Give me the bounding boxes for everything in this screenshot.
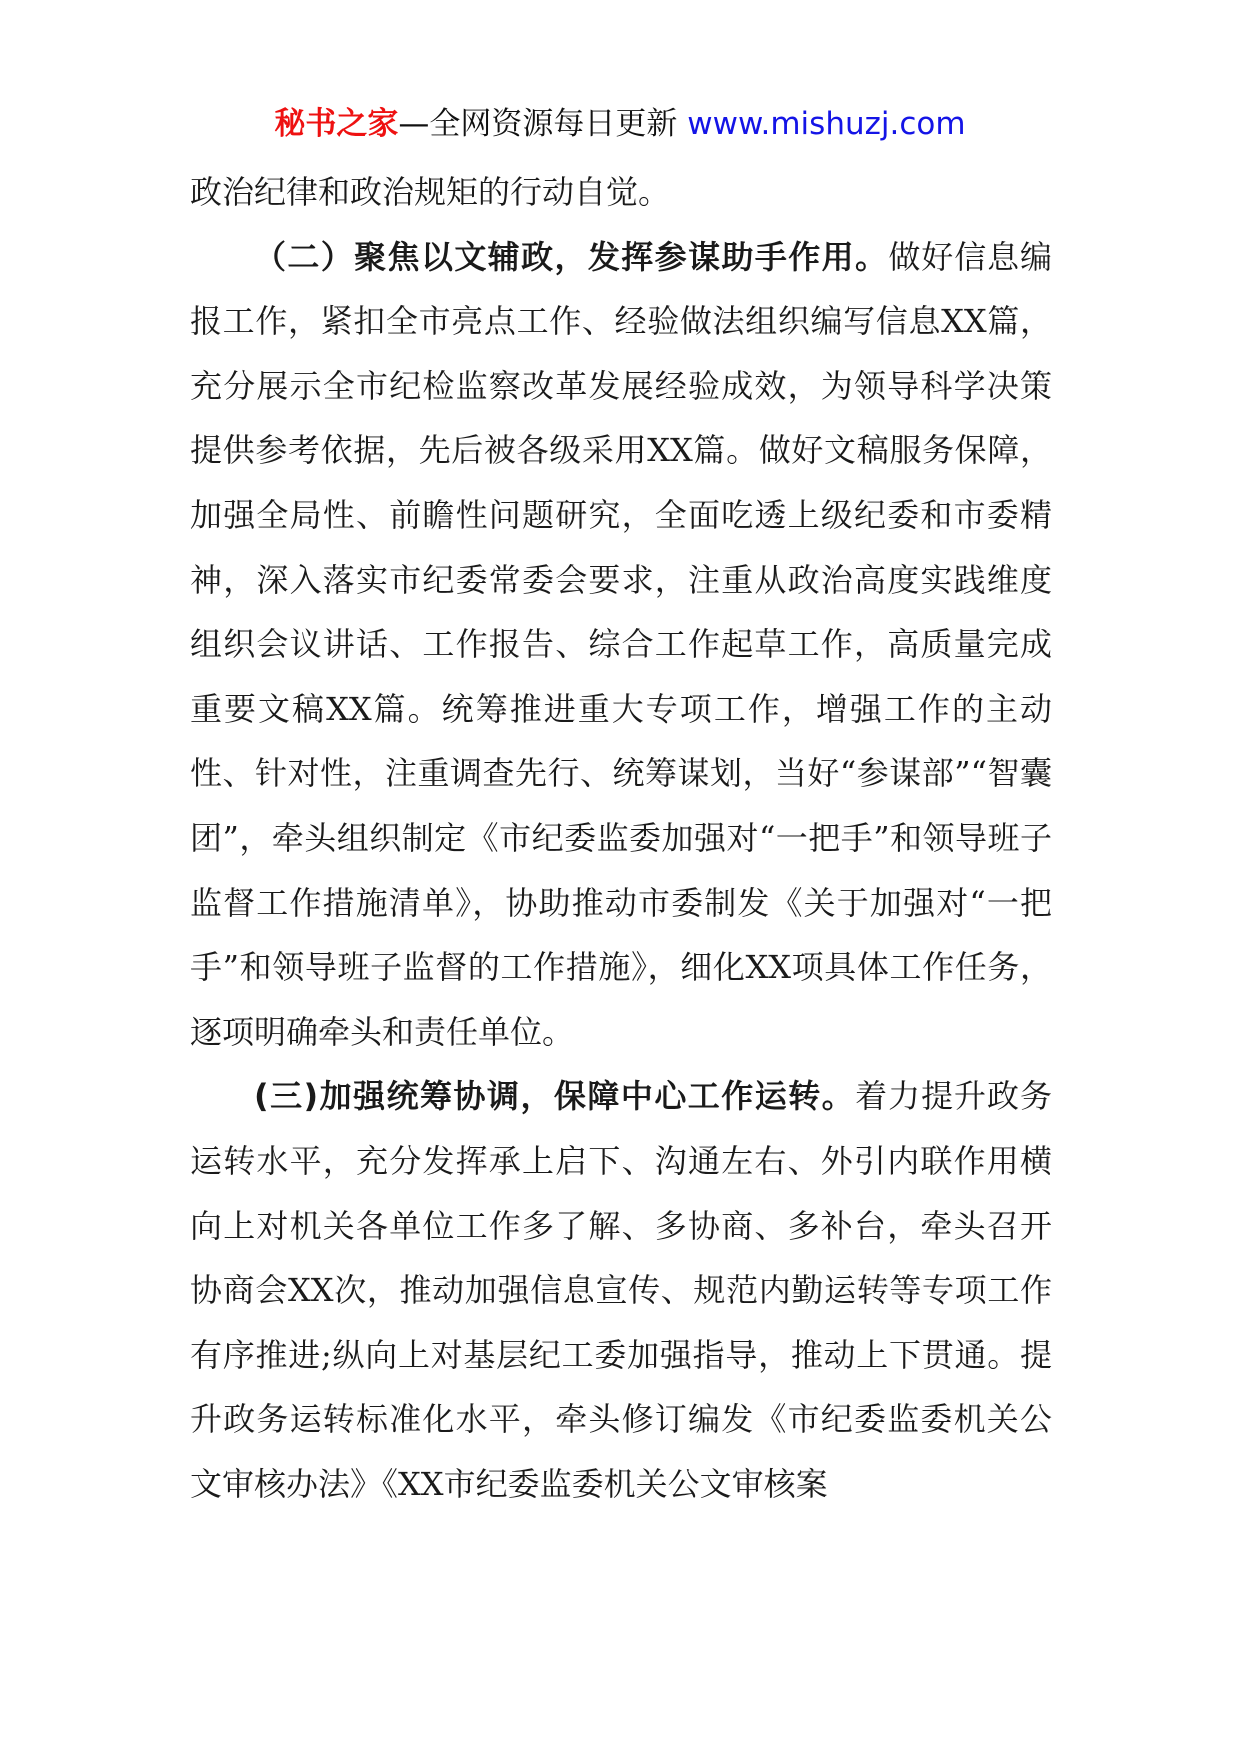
paragraph-text: 做好信息编报工作，紧扣全市亮点工作、经验做法组织编写信息XX篇，充分展示全市纪检监察改革发展经验成效，为领导科学决策提供参考依据，先后被各级采用XX篇。做好文稿服务保障，加强全局性、前瞻性问题研究，全面吃透上级纪委和市委精神，深入落实市纪委常委会要求，注重从政治高度实践维度组织会议讲话、工作报告、综合工作起草工作，高质量完成重要文稿XX篇。统筹推进重大专项工作，增强工作的主动性、针对性，注重调查先行、统筹谋划，当好“参谋部”“智囊团”，牵头组织制定《市纪委监委加强对“一把手”和领导班子监督工作措施清单》，协助推动市委制发《关于加强对“一把手”和领导班子监督的工作措施》，细化XX项具体工作任务，逐项明确牵头和责任单位。 bbox=[190, 237, 1052, 1051]
paragraph-section-3 bbox=[190, 1064, 1052, 1516]
document-body bbox=[190, 160, 1052, 1516]
section-heading: (三)加强统筹协调，保障中心工作运转。 bbox=[254, 1077, 856, 1116]
section-heading: （二）聚焦以文辅政，发挥参谋助手作用。 bbox=[254, 237, 889, 276]
paragraph-text: 着力提升政务运转水平，充分发挥承上启下、沟通左右、外引内联作用横向上对机关各单位工作多了解、多协商、多补台，牵头召开协商会XX次，推动加强信息宣传、规范内勤运转等专项工作有序推进;纵向上对基层纪工委加强指导，推动上下贯通。提升政务运转标准化水平，牵头修订编发《市纪委监委机关公文审核办法》《XX市纪委监委机关公文审核案 bbox=[190, 1077, 1052, 1503]
paragraph-text: 政治纪律和政治规矩的行动自觉。 bbox=[190, 173, 671, 211]
site-brand: 秘书之家 bbox=[274, 106, 399, 142]
site-tagline: —全网资源每日更新 bbox=[398, 106, 688, 142]
paragraph-section-2 bbox=[190, 225, 1052, 1065]
site-watermark-header bbox=[0, 104, 1240, 144]
site-url-link[interactable]: www.mishuzj.com bbox=[687, 106, 966, 142]
paragraph-continuation bbox=[190, 160, 1052, 225]
